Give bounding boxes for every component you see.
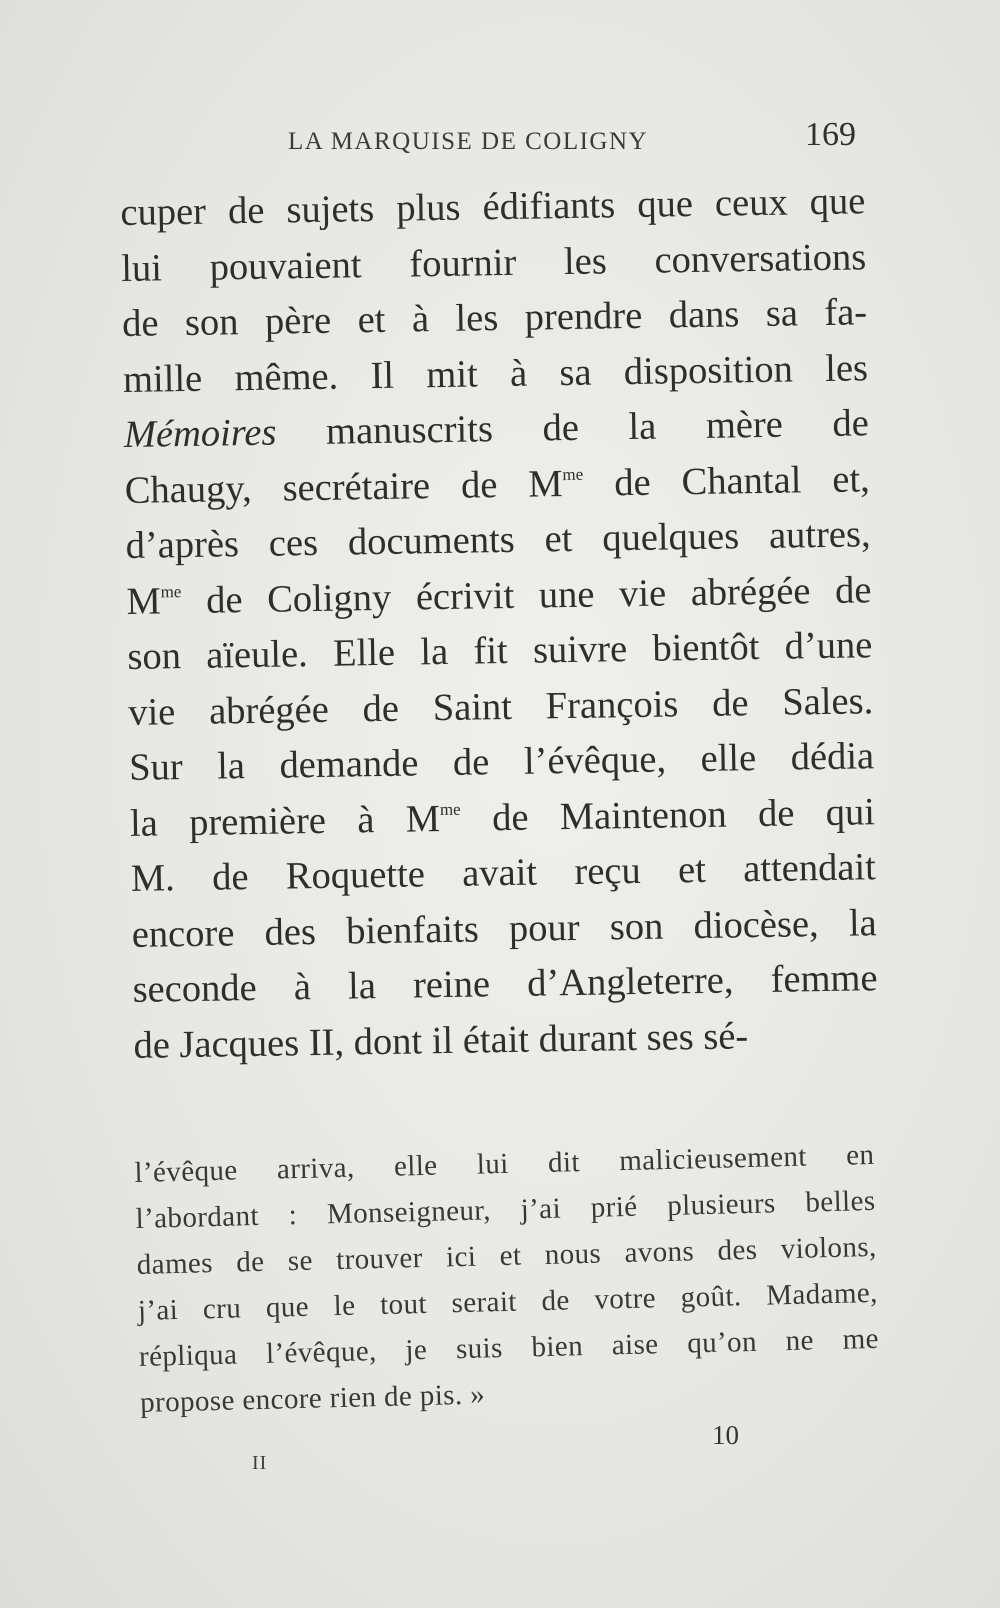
superscript: me	[562, 464, 584, 484]
running-head	[120, 118, 860, 168]
footnote-line: j’ai cru que le tout serait de votre goût. Madame,	[137, 1276, 879, 1327]
text-line: encore des bienfaits pour son diocèse, la	[131, 901, 877, 956]
text-line: la première à $M^{me}$ de Maintenon de qui	[129, 790, 876, 845]
text-line: d’après ces documents et quelques autres,	[125, 513, 871, 567]
footnote-line: répliqua l’évêque, je suis bien aise qu’on ne me	[138, 1322, 880, 1373]
footnote-line: dames de se trouver ici et nous avons des violons,	[136, 1230, 877, 1281]
superscript: me	[160, 581, 182, 601]
text-line: son aïeule. Elle la fit suivre bientôt d’une	[127, 624, 873, 678]
body-text	[120, 174, 879, 1074]
running-head-title: LA MARQUISE DE COLIGNY	[288, 128, 649, 155]
text-line: $M^{me}$ de Coligny écrivit une vie abrégée de	[126, 568, 872, 623]
signature-mark: II	[252, 1452, 268, 1474]
footnote-line: propose encore rien de pis. »	[139, 1378, 486, 1419]
text-line: seconde à la reine d’Angleterre, femme	[132, 957, 878, 1011]
text-line: lui pouvaient fournir les conversations	[120, 235, 867, 290]
text-line: M. de Roquette avait reçu et attendait	[130, 846, 877, 900]
page-number: 169	[805, 116, 856, 153]
footnote	[134, 1132, 881, 1426]
text-line: Mémoires manuscrits de la mère de	[123, 402, 870, 456]
text-line: cuper de sujets plus édifiants que ceux que	[120, 180, 866, 234]
footnote-line: l’évêque arriva, elle lui dit malicieusement en	[134, 1138, 875, 1189]
text-line: Sur la demande de l’évêque, elle dédia	[128, 735, 875, 789]
italic-title: Mémoires	[123, 411, 277, 456]
sheet-number: 10	[712, 1420, 739, 1450]
text-line: mille même. Il mit à sa disposition les	[122, 346, 869, 401]
text-line: de Jacques II, dont il était durant ses sé-	[133, 1014, 749, 1067]
text-line: vie abrégée de Saint François de Sales.	[127, 679, 874, 734]
text-line: Chaugy, secrétaire de $M^{me}$ de Chantal et,	[124, 457, 871, 512]
superscript: me	[439, 799, 461, 819]
footnote-line: l’abordant : Monseigneur, j’ai prié plusieurs belles	[135, 1184, 876, 1235]
text-line: de son père et à les prendre dans sa fa-	[121, 291, 868, 345]
